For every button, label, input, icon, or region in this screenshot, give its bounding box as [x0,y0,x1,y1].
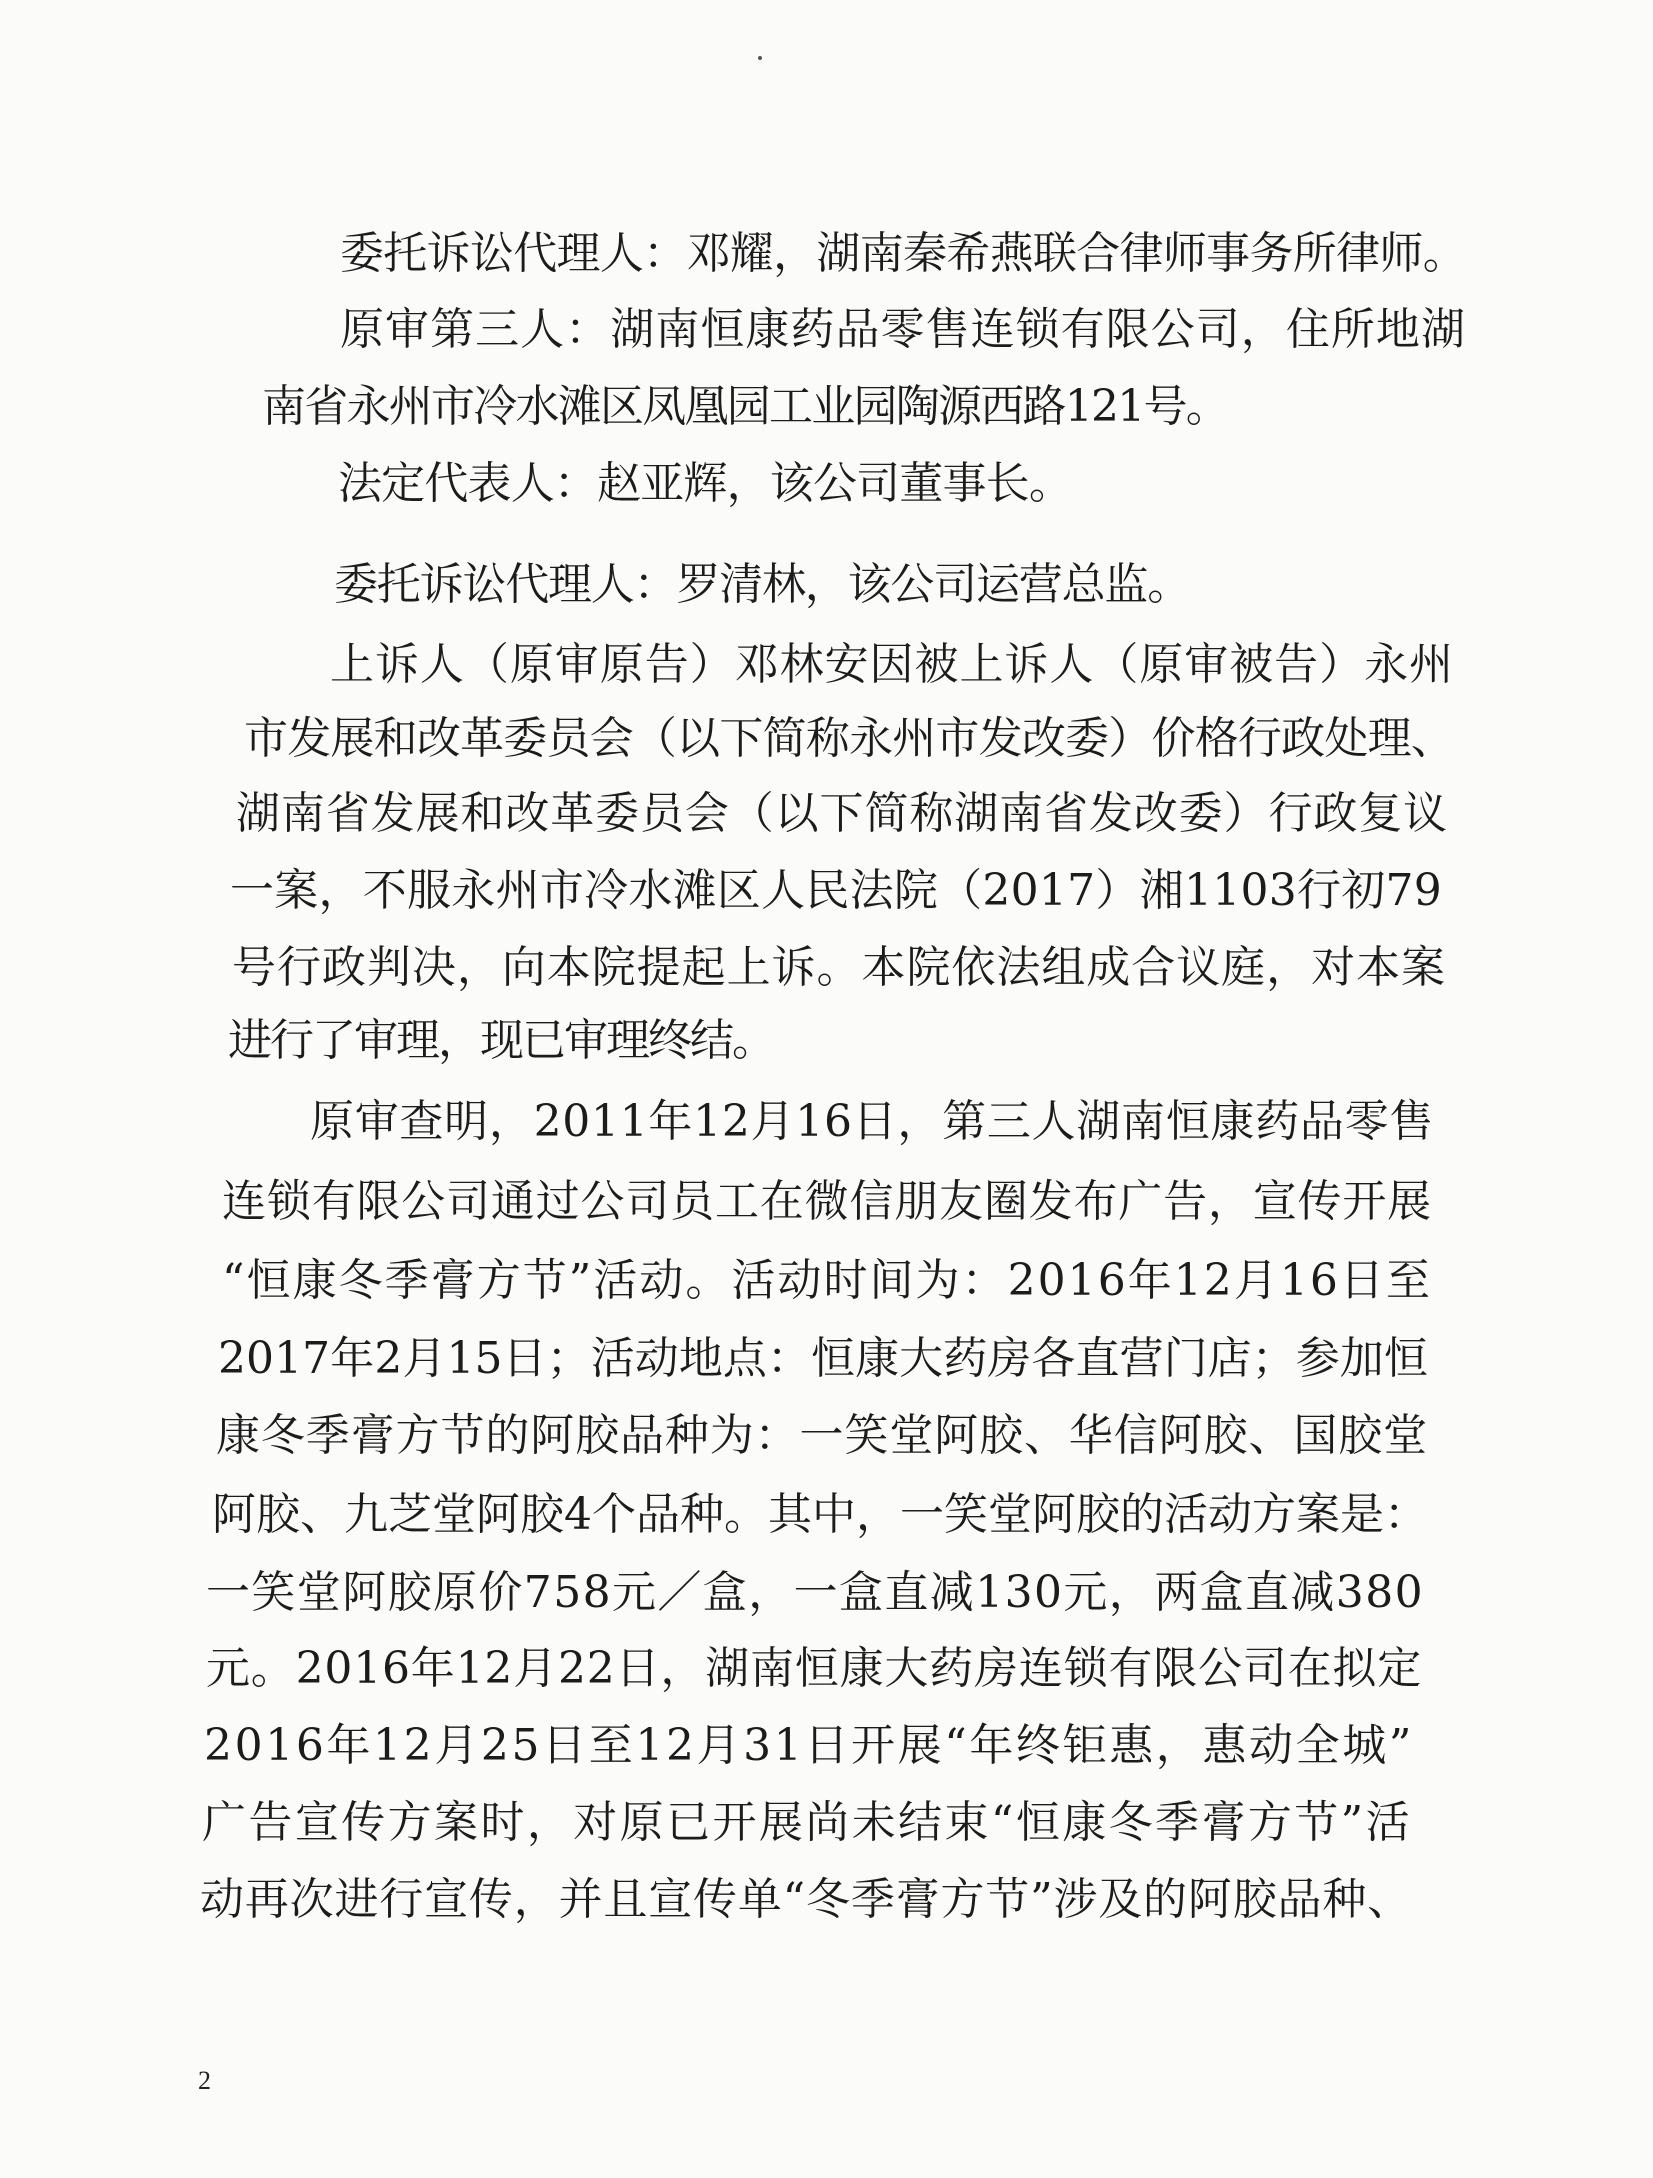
text-line: 广告宣传方案时，对原已开展尚未结束“恒康冬季膏方节”活 [202,1797,1412,1848]
text-line: 号行政判决，向本院提起上诉。本院依法组成合议庭，对本案 [232,942,1446,993]
text-line: 一笑堂阿胶原价758元／盒，一盒直减130元，两盒直减380 [206,1567,1424,1618]
text-line: 上诉人（原审原告）邓林安因被上诉人（原审被告）永州 [330,639,1454,690]
text-line: 市发展和改革委员会（以下简称永州市发改委）价格行政处理、 [244,713,1454,764]
text-line: 原审第三人：湖南恒康药品零售连锁有限公司，住所地湖 [340,304,1466,355]
text-line: 委托诉讼代理人：邓耀，湖南秦希燕联合律师事务所律师。 [340,228,1466,279]
text-line: 阿胶、九芝堂阿胶4个品种。其中，一笑堂阿胶的活动方案是： [212,1489,1428,1540]
text-line: 康冬季膏方节的阿胶品种为：一笑堂阿胶、华信阿胶、国胶堂 [216,1410,1428,1461]
text-line: 南省永州市冷水滩区凤凰园工业园陶源西路121号。 [262,381,1228,432]
text-line: “恒康冬季膏方节”活动。活动时间为：2016年12月16日至 [222,1255,1432,1306]
text-line: 2017年2月15日；活动地点：恒康大药房各直营门店；参加恒 [218,1333,1428,1384]
text-line: 湖南省发展和改革委员会（以下简称湖南省发改委）行政复议 [236,788,1448,839]
text-line: 元。2016年12月22日，湖南恒康大药房连锁有限公司在拟定 [206,1643,1422,1694]
text-line: 委托诉讼代理人：罗清林，该公司运营总监。 [334,559,1190,610]
text-line: 连锁有限公司通过公司员工在微信朋友圈发布广告，宣传开展 [222,1176,1432,1227]
scan-speck [758,56,762,60]
text-line: 进行了审理，现已审理终结。 [228,1015,774,1066]
text-line: 动再次进行宣传，并且宣传单“冬季膏方节”涉及的阿胶品种、 [200,1874,1412,1925]
page-number: 2 [198,2066,211,2095]
text-line: 一案，不服永州市冷水滩区人民法院（2017）湘1103行初79 [230,865,1442,916]
text-line: 2016年12月25日至12月31日开展“年终钜惠，惠动全城” [204,1720,1414,1771]
text-line: 法定代表人：赵亚辉，该公司董事长。 [338,458,1072,509]
text-line: 原审查明，2011年12月16日，第三人湖南恒康药品零售 [310,1096,1434,1147]
